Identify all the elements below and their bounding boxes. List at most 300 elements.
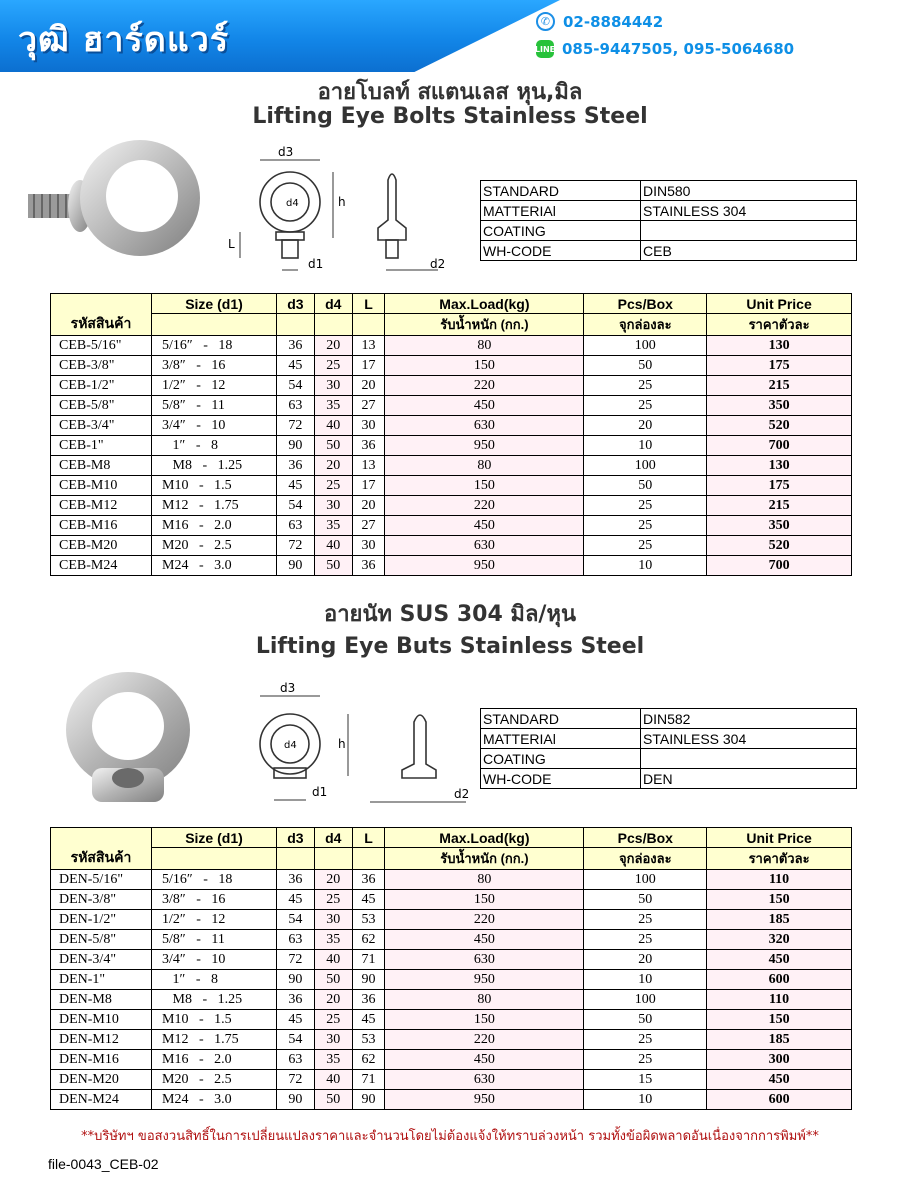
table-cell: 350 [707, 396, 852, 416]
table-cell: CEB-1/2" [51, 376, 152, 396]
table-subheader-row [51, 848, 852, 870]
table-cell: 71 [352, 1070, 385, 1090]
col-d4-sub [314, 848, 352, 870]
drawing-label-d1: d1 [308, 257, 324, 271]
table-cell: 20 [584, 416, 707, 436]
table-cell: 36 [277, 990, 315, 1010]
table-cell: 90 [352, 970, 385, 990]
table-cell: DEN-1/2" [51, 910, 152, 930]
table-cell: 45 [277, 476, 315, 496]
table-cell: M12 - 1.75 [152, 496, 277, 516]
eye-bolt-photo [20, 136, 205, 264]
table-cell: 17 [352, 476, 385, 496]
table-cell: 63 [277, 516, 315, 536]
table-cell: 72 [277, 950, 315, 970]
col-l-header: L [352, 828, 385, 848]
table-cell: 220 [385, 910, 584, 930]
col-size-header: Size (d1) [152, 828, 277, 848]
table-cell: 36 [352, 990, 385, 1010]
col-size-sub [152, 848, 277, 870]
table-cell: 10 [584, 556, 707, 576]
table-cell: 150 [385, 890, 584, 910]
table-cell: 10 [584, 436, 707, 456]
table-cell: 45 [277, 890, 315, 910]
table-cell: M12 - 1.75 [152, 1030, 277, 1050]
table-cell: 20 [314, 456, 352, 476]
table-subheader-row [51, 314, 852, 336]
table-cell: DEN-M10 [51, 1010, 152, 1030]
table-cell: 50 [584, 356, 707, 376]
table-cell: M8 - 1.25 [152, 990, 277, 1010]
col-size-header: Size (d1) [152, 294, 277, 314]
table-row [51, 436, 852, 456]
eye-bolt-drawing [218, 140, 458, 278]
table-row [51, 1010, 852, 1030]
table-cell: 450 [707, 1070, 852, 1090]
table-cell: 150 [707, 1010, 852, 1030]
table-cell: 700 [707, 436, 852, 456]
table-cell: 3/4″ - 10 [152, 950, 277, 970]
table-cell: 45 [277, 1010, 315, 1030]
table-cell: DEN-M16 [51, 1050, 152, 1070]
col-d3-header: d3 [277, 294, 315, 314]
table-cell: 1″ - 8 [152, 436, 277, 456]
table-cell: 600 [707, 970, 852, 990]
table-cell: 450 [385, 1050, 584, 1070]
table-cell: M10 - 1.5 [152, 476, 277, 496]
table-cell: CEB-1" [51, 436, 152, 456]
table-cell: 630 [385, 536, 584, 556]
table-cell: 25 [314, 356, 352, 376]
table-cell: 90 [352, 1090, 385, 1110]
table-cell: 630 [385, 416, 584, 436]
table-cell: 320 [707, 930, 852, 950]
table-row [51, 1030, 852, 1050]
table-cell: 130 [707, 336, 852, 356]
table-cell: DEN-M12 [51, 1030, 152, 1050]
section1-spec-table [480, 180, 857, 261]
table-cell: DEN-M8 [51, 990, 152, 1010]
table-cell: 90 [277, 970, 315, 990]
drawing-label-d2: d2 [430, 257, 446, 271]
col-load-sub: รับน้ำหนัก (กก.) [385, 848, 584, 870]
table-cell: M8 - 1.25 [152, 456, 277, 476]
table-cell: CEB-M8 [51, 456, 152, 476]
table-cell: 62 [352, 930, 385, 950]
drawing-label-h: h [338, 195, 346, 209]
drawing-label-d3: d3 [280, 681, 296, 695]
table-cell: 215 [707, 496, 852, 516]
spec-key: STANDARD [481, 709, 641, 729]
spec-value: STAINLESS 304 [641, 729, 857, 749]
table-cell: 45 [352, 890, 385, 910]
table-row [51, 930, 852, 950]
table-cell: 80 [385, 456, 584, 476]
table-cell: 630 [385, 1070, 584, 1090]
spec-row [481, 709, 857, 729]
table-cell: M16 - 2.0 [152, 516, 277, 536]
table-cell: 700 [707, 556, 852, 576]
table-cell: 450 [385, 516, 584, 536]
table-row [51, 376, 852, 396]
table-cell: 54 [277, 376, 315, 396]
table-cell: 220 [385, 496, 584, 516]
table-cell: DEN-3/4" [51, 950, 152, 970]
table-cell: 36 [277, 336, 315, 356]
table-cell: 25 [584, 496, 707, 516]
table-row [51, 556, 852, 576]
table-cell: 600 [707, 1090, 852, 1110]
drawing-label-d4: d4 [284, 740, 297, 751]
spec-row [481, 749, 857, 769]
table-cell: 185 [707, 1030, 852, 1050]
table-cell: 53 [352, 1030, 385, 1050]
table-cell: 50 [314, 556, 352, 576]
table-cell: 5/8″ - 11 [152, 396, 277, 416]
table-cell: 3/8″ - 16 [152, 890, 277, 910]
table-cell: 30 [314, 376, 352, 396]
col-pcs-header: Pcs/Box [584, 828, 707, 848]
table-cell: 53 [352, 910, 385, 930]
table-cell: 150 [385, 1010, 584, 1030]
table-cell: 130 [707, 456, 852, 476]
table-cell: 72 [277, 416, 315, 436]
table-row [51, 870, 852, 890]
section2-price-table [50, 827, 852, 1110]
table-cell: 50 [314, 970, 352, 990]
section1-title-thai: อายโบลท์ สแตนเลส หุน,มิล [317, 80, 583, 105]
table-cell: 950 [385, 970, 584, 990]
table-cell: 10 [584, 970, 707, 990]
col-pcs-header: Pcs/Box [584, 294, 707, 314]
col-size-sub [152, 314, 277, 336]
table-cell: 110 [707, 870, 852, 890]
table-cell: 36 [352, 436, 385, 456]
table-cell: 25 [584, 1030, 707, 1050]
col-code-header: รหัสสินค้า [51, 828, 152, 870]
table-cell: 50 [584, 476, 707, 496]
table-cell: 45 [277, 356, 315, 376]
col-d4-header: d4 [314, 294, 352, 314]
table-cell: 72 [277, 536, 315, 556]
table-cell: DEN-5/16" [51, 870, 152, 890]
table-header-row [51, 828, 852, 848]
section1-price-table [50, 293, 852, 576]
table-cell: 5/16″ - 18 [152, 336, 277, 356]
table-cell: 450 [385, 930, 584, 950]
table-cell: CEB-M24 [51, 556, 152, 576]
col-price-sub: ราคาตัวละ [707, 848, 852, 870]
spec-value: DEN [641, 769, 857, 789]
col-l-sub [352, 848, 385, 870]
spec-row [481, 241, 857, 261]
table-cell: CEB-5/16" [51, 336, 152, 356]
page-header [0, 0, 900, 72]
table-cell: 72 [277, 1070, 315, 1090]
table-cell: 45 [352, 1010, 385, 1030]
spec-key: COATING [481, 221, 641, 241]
table-cell: M24 - 3.0 [152, 556, 277, 576]
table-cell: 50 [584, 890, 707, 910]
table-cell: 630 [385, 950, 584, 970]
table-cell: CEB-3/4" [51, 416, 152, 436]
table-cell: 150 [385, 356, 584, 376]
drawing-label-h: h [338, 737, 346, 751]
phone-number: 02-8884442 [563, 12, 664, 31]
table-cell: CEB-M12 [51, 496, 152, 516]
col-d3-sub [277, 314, 315, 336]
table-cell: 100 [584, 456, 707, 476]
spec-row [481, 729, 857, 749]
table-cell: 20 [314, 990, 352, 1010]
col-d3-header: d3 [277, 828, 315, 848]
table-cell: M20 - 2.5 [152, 536, 277, 556]
table-row [51, 1090, 852, 1110]
table-cell: 300 [707, 1050, 852, 1070]
table-cell: 100 [584, 990, 707, 1010]
col-d4-header: d4 [314, 828, 352, 848]
table-cell: 40 [314, 536, 352, 556]
table-cell: 63 [277, 930, 315, 950]
table-cell: 50 [584, 1010, 707, 1030]
file-label: file-0043_CEB-02 [48, 1156, 159, 1172]
table-cell: CEB-M10 [51, 476, 152, 496]
section2-spec-table [480, 708, 857, 789]
table-cell: 80 [385, 870, 584, 890]
col-price-header: Unit Price [707, 828, 852, 848]
table-cell: 90 [277, 556, 315, 576]
table-cell: CEB-M16 [51, 516, 152, 536]
spec-key: WH-CODE [481, 241, 641, 261]
table-cell: CEB-3/8" [51, 356, 152, 376]
table-cell: 20 [352, 376, 385, 396]
table-cell: 71 [352, 950, 385, 970]
table-cell: 25 [584, 536, 707, 556]
table-cell: 220 [385, 376, 584, 396]
table-cell: 110 [707, 990, 852, 1010]
table-cell: CEB-M20 [51, 536, 152, 556]
table-cell: 950 [385, 556, 584, 576]
table-cell: 3/4″ - 10 [152, 416, 277, 436]
table-cell: 90 [277, 1090, 315, 1110]
table-cell: 25 [584, 396, 707, 416]
spec-row [481, 201, 857, 221]
spec-value: DIN580 [641, 181, 857, 201]
table-cell: 17 [352, 356, 385, 376]
table-cell: 27 [352, 516, 385, 536]
table-cell: 20 [584, 950, 707, 970]
col-price-sub: ราคาตัวละ [707, 314, 852, 336]
table-cell: 25 [584, 930, 707, 950]
table-row [51, 496, 852, 516]
table-cell: 50 [314, 1090, 352, 1110]
table-cell: 80 [385, 336, 584, 356]
table-cell: 450 [707, 950, 852, 970]
phone-contact [536, 12, 663, 31]
eye-nut-photo [56, 668, 206, 816]
table-row [51, 950, 852, 970]
table-cell: 54 [277, 910, 315, 930]
table-cell: M20 - 2.5 [152, 1070, 277, 1090]
table-cell: DEN-M20 [51, 1070, 152, 1090]
table-cell: 25 [314, 476, 352, 496]
table-cell: 100 [584, 336, 707, 356]
table-cell: 54 [277, 1030, 315, 1050]
table-cell: 10 [584, 1090, 707, 1110]
table-row [51, 1050, 852, 1070]
table-cell: DEN-5/8" [51, 930, 152, 950]
line-contact [536, 40, 794, 58]
table-cell: 54 [277, 496, 315, 516]
table-row [51, 990, 852, 1010]
col-l-sub [352, 314, 385, 336]
spec-key: WH-CODE [481, 769, 641, 789]
table-cell: 36 [352, 556, 385, 576]
table-cell: 36 [277, 456, 315, 476]
table-cell: 30 [314, 910, 352, 930]
spec-value [641, 221, 857, 241]
table-cell: M16 - 2.0 [152, 1050, 277, 1070]
spec-value: STAINLESS 304 [641, 201, 857, 221]
table-cell: 20 [314, 336, 352, 356]
table-cell: 100 [584, 870, 707, 890]
table-cell: 35 [314, 1050, 352, 1070]
table-cell: CEB-5/8" [51, 396, 152, 416]
table-cell: 25 [314, 1010, 352, 1030]
spec-value [641, 749, 857, 769]
table-row [51, 356, 852, 376]
table-cell: 27 [352, 396, 385, 416]
table-row [51, 456, 852, 476]
disclaimer-note: **บริษัทฯ ขอสงวนสิทธิ์ในการเปลี่ยนแปลงราคาและจำนวนโดยไม่ต้องแจ้งให้ทราบล่วงหน้า รวมทั้งข้อผิดพลาดอันเนื่องจากการพิมพ์** [81, 1129, 819, 1144]
col-l-header: L [352, 294, 385, 314]
section2-title-thai: อายนัท SUS 304 มิล/หุน [323, 602, 576, 627]
table-cell: 220 [385, 1030, 584, 1050]
table-row [51, 396, 852, 416]
table-header-row [51, 294, 852, 314]
table-cell: 350 [707, 516, 852, 536]
col-load-sub: รับน้ำหนัก (กก.) [385, 314, 584, 336]
table-cell: 50 [314, 436, 352, 456]
table-cell: 80 [385, 990, 584, 1010]
table-row [51, 516, 852, 536]
table-cell: 63 [277, 396, 315, 416]
table-cell: DEN-1" [51, 970, 152, 990]
table-cell: 25 [584, 516, 707, 536]
table-cell: 950 [385, 1090, 584, 1110]
spec-key: COATING [481, 749, 641, 769]
line-number: 085-9447505, 095-5064680 [562, 40, 795, 58]
table-cell: 35 [314, 516, 352, 536]
col-d3-sub [277, 848, 315, 870]
table-row [51, 970, 852, 990]
drawing-label-d3: d3 [278, 145, 294, 159]
table-cell: 1/2″ - 12 [152, 910, 277, 930]
col-pcs-sub: จุกล่องละ [584, 848, 707, 870]
spec-key: STANDARD [481, 181, 641, 201]
col-load-header: Max.Load(kg) [385, 828, 584, 848]
line-app-icon: LINE [536, 40, 554, 58]
col-code-header: รหัสสินค้า [51, 294, 152, 336]
table-cell: 25 [584, 376, 707, 396]
spec-key: MATTERIAl [481, 729, 641, 749]
table-cell: 30 [314, 496, 352, 516]
table-cell: M10 - 1.5 [152, 1010, 277, 1030]
col-load-header: Max.Load(kg) [385, 294, 584, 314]
table-cell: DEN-3/8" [51, 890, 152, 910]
table-cell: 20 [352, 496, 385, 516]
col-d4-sub [314, 314, 352, 336]
table-cell: 185 [707, 910, 852, 930]
table-cell: 13 [352, 456, 385, 476]
col-pcs-sub: จุกล่องละ [584, 314, 707, 336]
table-cell: 215 [707, 376, 852, 396]
table-cell: 30 [314, 1030, 352, 1050]
table-row [51, 536, 852, 556]
eye-nut-drawing [244, 672, 484, 810]
table-cell: 20 [314, 870, 352, 890]
table-cell: 30 [352, 536, 385, 556]
table-cell: 36 [277, 870, 315, 890]
table-cell: 3/8″ - 16 [152, 356, 277, 376]
spec-row [481, 181, 857, 201]
table-row [51, 890, 852, 910]
drawing-label-l: L [228, 237, 235, 251]
table-cell: 90 [277, 436, 315, 456]
table-row [51, 476, 852, 496]
table-cell: 150 [707, 890, 852, 910]
table-cell: 40 [314, 1070, 352, 1090]
table-cell: 25 [314, 890, 352, 910]
table-cell: 5/16″ - 18 [152, 870, 277, 890]
spec-key: MATTERIAl [481, 201, 641, 221]
table-cell: 35 [314, 396, 352, 416]
drawing-label-d1: d1 [312, 785, 328, 799]
table-cell: 950 [385, 436, 584, 456]
table-cell: 40 [314, 416, 352, 436]
table-cell: 13 [352, 336, 385, 356]
table-cell: 450 [385, 396, 584, 416]
table-cell: 63 [277, 1050, 315, 1070]
table-cell: M24 - 3.0 [152, 1090, 277, 1110]
brand-name: วุฒิ ฮาร์ดแวร์ [18, 20, 230, 60]
table-cell: 175 [707, 476, 852, 496]
section2-title-english: Lifting Eye Buts Stainless Steel [255, 634, 645, 659]
table-row [51, 416, 852, 436]
drawing-label-d4: d4 [286, 198, 299, 209]
phone-icon: ✆ [536, 12, 555, 31]
table-cell: 520 [707, 536, 852, 556]
drawing-label-d2: d2 [454, 787, 470, 801]
table-row [51, 1070, 852, 1090]
table-cell: 40 [314, 950, 352, 970]
table-cell: DEN-M24 [51, 1090, 152, 1110]
table-cell: 35 [314, 930, 352, 950]
table-cell: 25 [584, 1050, 707, 1070]
table-cell: 1″ - 8 [152, 970, 277, 990]
table-cell: 15 [584, 1070, 707, 1090]
table-cell: 62 [352, 1050, 385, 1070]
table-cell: 25 [584, 910, 707, 930]
table-cell: 36 [352, 870, 385, 890]
table-cell: 5/8″ - 11 [152, 930, 277, 950]
table-cell: 520 [707, 416, 852, 436]
table-cell: 30 [352, 416, 385, 436]
table-row [51, 910, 852, 930]
section1-title-english: Lifting Eye Bolts Stainless Steel [252, 104, 648, 129]
table-row [51, 336, 852, 356]
spec-row [481, 769, 857, 789]
